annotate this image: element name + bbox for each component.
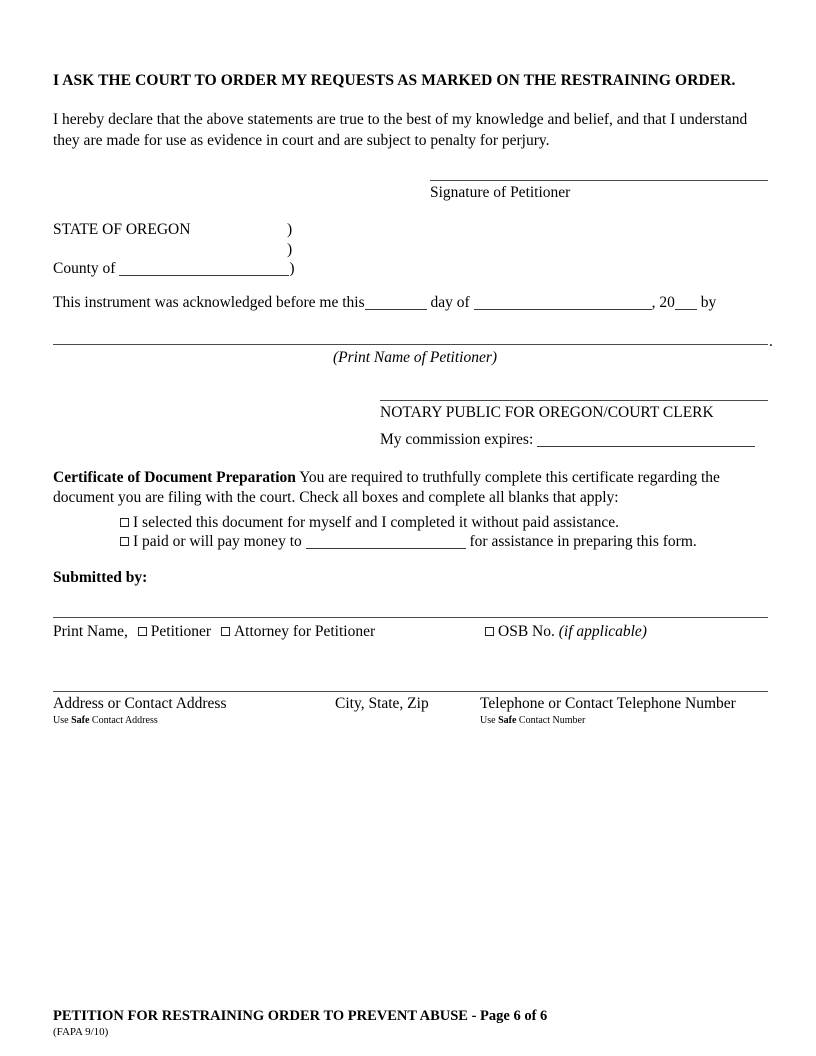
- attorney-label: Attorney for Petitioner: [233, 623, 376, 640]
- address-note-suffix: Contact Address: [89, 715, 158, 726]
- year-blank[interactable]: [675, 296, 697, 310]
- acknowledgment-period: .: [769, 333, 773, 350]
- city-state-zip-label: City, State, Zip: [335, 695, 429, 712]
- by-label: by: [700, 294, 717, 311]
- checkbox-osb-icon[interactable]: [485, 627, 494, 636]
- acknowledgment-text: This instrument was acknowledged before me this: [53, 294, 365, 311]
- certificate-option-1-row[interactable]: [120, 513, 619, 534]
- certificate-body-line2: document you are filing with the court. Check all boxes and complete all blanks that apply:: [53, 489, 619, 506]
- address-label: Address or Contact Address: [53, 695, 227, 712]
- certificate-option-2-before: I paid or will pay money to: [133, 533, 302, 550]
- osb-note: (if applicable): [558, 623, 647, 640]
- signature-label: Signature of Petitioner: [430, 184, 571, 201]
- print-name-caption: (Print Name of Petitioner): [333, 349, 498, 366]
- year-prefix: , 20: [651, 294, 675, 311]
- commission-label: My commission expires:: [380, 431, 534, 448]
- county-row: [53, 259, 294, 280]
- checkbox-petitioner-icon[interactable]: [138, 627, 147, 636]
- venue-paren-1: ): [287, 221, 293, 238]
- notary-title: NOTARY PUBLIC FOR OREGON/COURT CLERK: [380, 404, 714, 421]
- commission-blank[interactable]: [537, 433, 755, 447]
- commission-row: [380, 430, 755, 451]
- petitioner-label: Petitioner: [150, 623, 212, 640]
- submitted-by-title: Submitted by:: [53, 569, 148, 586]
- address-note: [53, 715, 158, 727]
- osb-row: [485, 622, 647, 643]
- state-of-oregon-label: STATE OF OREGON: [53, 221, 191, 238]
- address-note-prefix: Use: [53, 715, 72, 726]
- month-blank[interactable]: [474, 296, 652, 310]
- certificate-body-line1: You are required to truthfully complete this certificate regarding the: [299, 469, 720, 486]
- certificate-title: Certificate of Document Preparation: [53, 469, 296, 486]
- venue-paren-3: ): [289, 260, 295, 277]
- print-name-label: Print Name,: [53, 623, 128, 640]
- telephone-label: Telephone or Contact Telephone Number: [480, 695, 736, 712]
- checkbox-attorney-icon[interactable]: [221, 627, 230, 636]
- osb-label: OSB No.: [498, 623, 555, 640]
- acknowledgment-row: [53, 293, 716, 314]
- footer-form-code: (FAPA 9/10): [53, 1026, 109, 1038]
- county-blank[interactable]: [119, 262, 289, 276]
- print-name-row: [53, 622, 375, 643]
- county-label: County of: [53, 260, 116, 277]
- signature-rule[interactable]: [430, 180, 768, 181]
- certificate-option-1-label: I selected this document for myself and I completed it without paid assistance.: [133, 514, 619, 531]
- certificate-option-2-row[interactable]: [120, 532, 697, 553]
- telephone-note: [480, 715, 585, 727]
- checkbox-paid-assistance-icon[interactable]: [120, 537, 129, 546]
- paid-assistance-blank[interactable]: [306, 535, 466, 549]
- contact-rule[interactable]: [53, 691, 768, 692]
- day-of-label: day of: [430, 294, 470, 311]
- certificate-option-2-after: for assistance in preparing this form.: [469, 533, 697, 550]
- notary-signature-rule[interactable]: [380, 400, 768, 401]
- telephone-note-prefix: Use: [480, 715, 499, 726]
- telephone-note-suffix: Contact Number: [516, 715, 586, 726]
- address-note-safe: Safe: [71, 715, 90, 726]
- checkbox-self-prepared-icon[interactable]: [120, 518, 129, 527]
- print-name-rule[interactable]: [53, 344, 768, 345]
- page-title: I ASK THE COURT TO ORDER MY REQUESTS AS MARKED ON THE RESTRAINING ORDER.: [53, 72, 736, 89]
- telephone-note-safe: Safe: [498, 715, 517, 726]
- footer-title: PETITION FOR RESTRAINING ORDER TO PREVENT ABUSE - Page 6 of 6: [53, 1008, 548, 1024]
- venue-paren-2: ): [287, 241, 293, 258]
- submitted-by-rule[interactable]: [53, 617, 768, 618]
- day-blank[interactable]: [365, 296, 427, 310]
- declaration-paragraph: I hereby declare that the above statements are true to the best of my knowledge and belief, and that I understand they are made for use as evidence in court and are subject to penalty for perjury.: [53, 111, 748, 149]
- certificate-paragraph: [53, 468, 768, 489]
